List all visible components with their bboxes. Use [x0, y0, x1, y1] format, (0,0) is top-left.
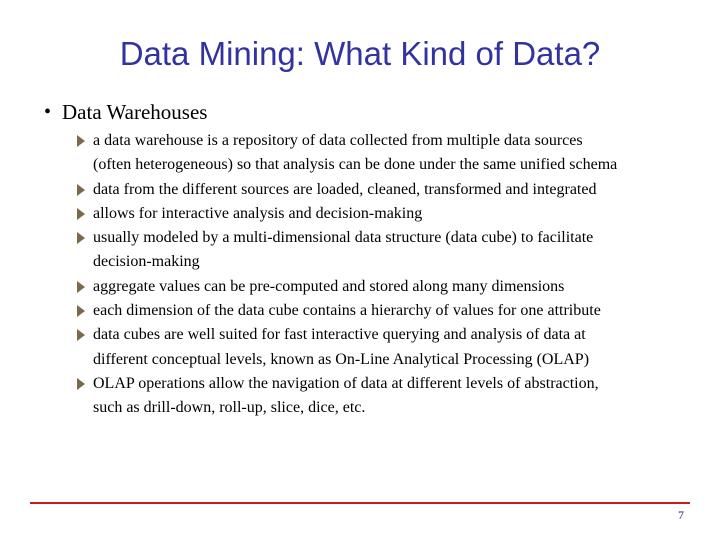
sub-bullet-text: different conceptual levels, known as On-Line Analytical Processing (OLAP) — [93, 350, 590, 368]
sub-bullet-text: data cubes are well suited for fast interactive querying and analysis of data at — [93, 326, 586, 344]
page-number: 7 — [678, 508, 684, 522]
triangle-right-icon — [76, 178, 86, 202]
sub-bullet-item — [76, 275, 696, 299]
sub-bullet-item — [76, 372, 696, 420]
sub-bullet-item — [76, 226, 696, 274]
triangle-right-icon — [76, 226, 86, 250]
sub-bullet-text: decision-making — [93, 253, 200, 271]
triangle-right-icon — [76, 299, 86, 323]
triangle-right-icon — [76, 372, 86, 396]
sub-bullet-text: a data warehouse is a repository of data collected from multiple data sources — [93, 132, 583, 149]
sub-bullet-text: such as drill-down, roll-up, slice, dice, etc. — [93, 399, 366, 417]
sub-bullet-item — [76, 323, 696, 371]
sub-bullet-text: (often heterogeneous) so that analysis can be done under the same unified schema — [93, 156, 618, 174]
sub-bullet-text: allows for interactive analysis and decision-making — [93, 204, 423, 222]
sub-bullet-text: aggregate values can be pre-computed and stored along many dimensions — [93, 277, 565, 295]
sub-bullet-item — [76, 178, 696, 202]
triangle-right-icon — [76, 202, 86, 226]
sub-bullet-item — [76, 299, 696, 323]
sub-bullet-item — [76, 129, 696, 177]
triangle-right-icon — [76, 275, 86, 299]
sub-bullet-text: OLAP operations allow the navigation of data at different levels of abstraction, — [93, 375, 599, 392]
sub-bullet-text: each dimension of the data cube contains a hierarchy of values for one attribute — [93, 302, 601, 320]
footer-divider — [30, 502, 690, 504]
slide-title: Data Mining: What Kind of Data? — [119, 35, 601, 72]
triangle-right-icon — [76, 323, 86, 347]
sub-bullet-text: data from the different sources are loaded, cleaned, transformed and integrated — [93, 180, 597, 198]
sub-bullet-text: usually modeled by a multi-dimensional data structure (data cube) to facilitate — [93, 229, 594, 247]
sub-bullet-item — [76, 202, 696, 226]
main-bullet-label: Data Warehouses — [62, 100, 208, 124]
bullet-dot-icon: • — [44, 101, 52, 123]
triangle-right-icon — [76, 129, 86, 153]
